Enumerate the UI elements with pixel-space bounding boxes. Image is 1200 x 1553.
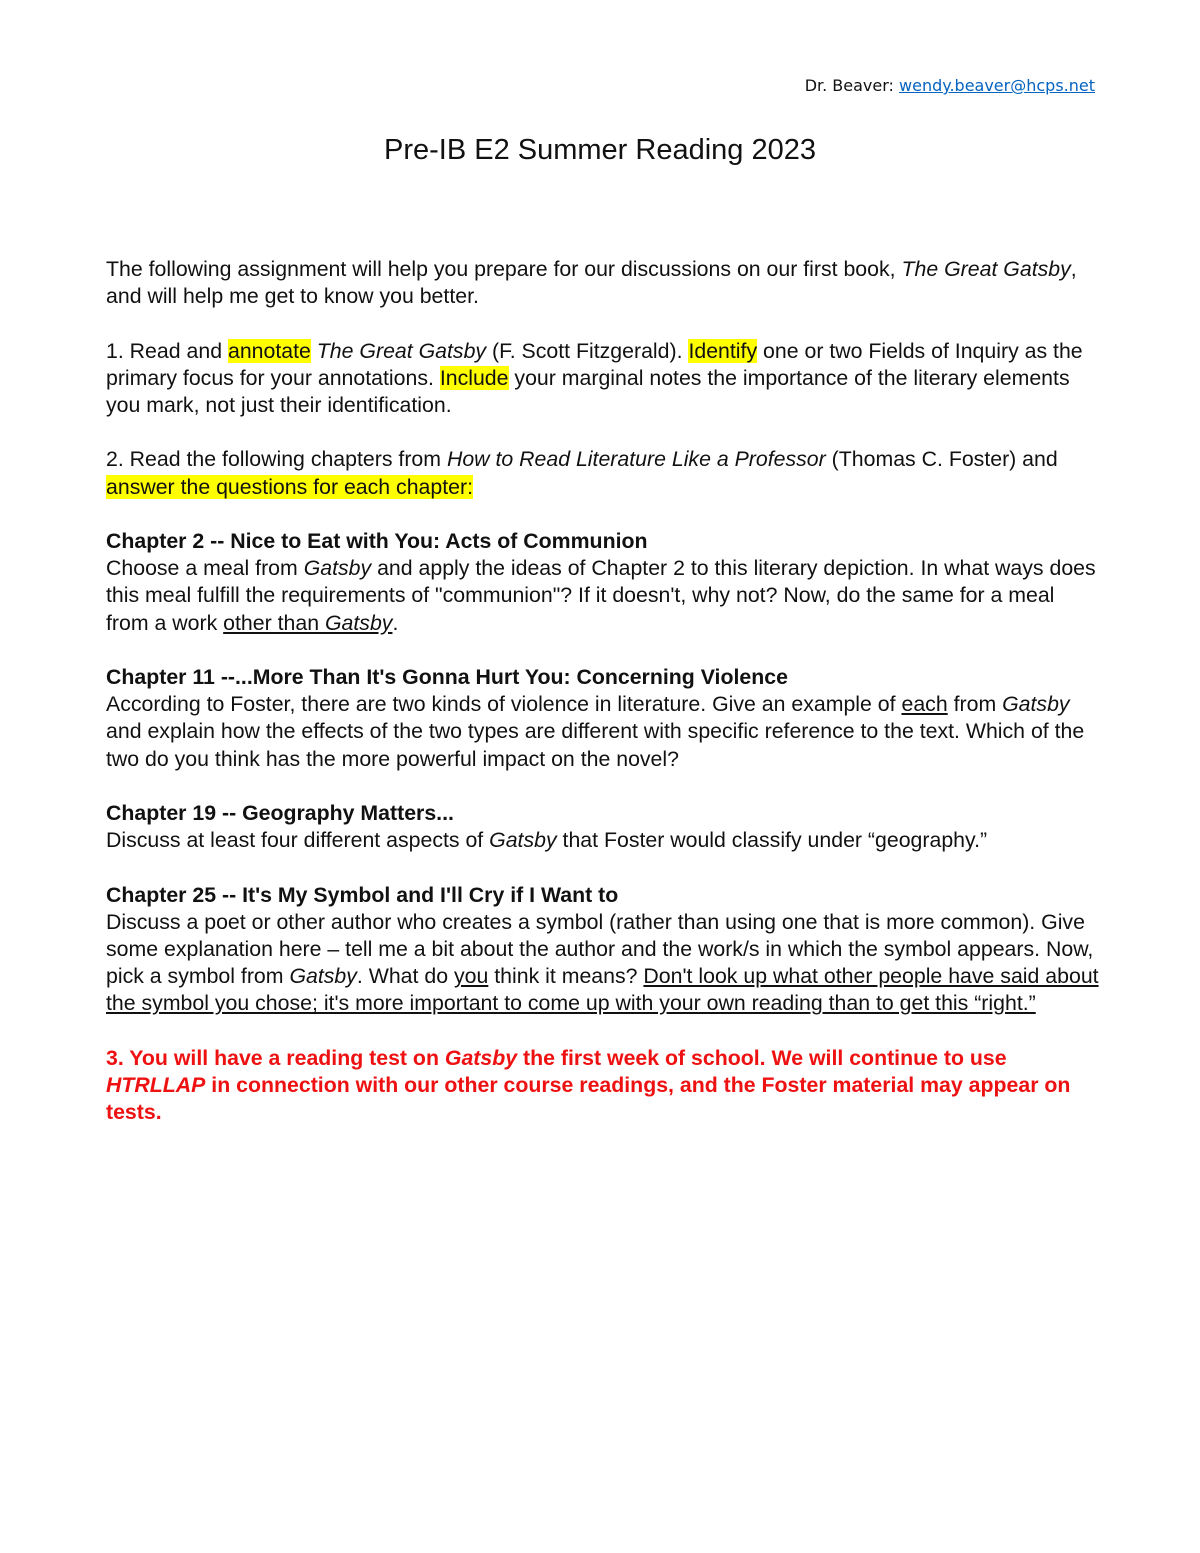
item-3-text: 3. You will have a reading test on <box>106 1045 445 1070</box>
chapter-25-what-do: . What do <box>356 964 454 989</box>
chapter-11-title: Chapter 11 --...More Than It's Gonna Hurt You: Concerning Violence <box>106 664 788 689</box>
chapter-2-gatsby-underlined: Gatsby <box>324 610 393 635</box>
chapter-19-gatsby: Gatsby <box>489 828 557 853</box>
chapter-19-title: Chapter 19 -- Geography Matters... <box>106 800 454 825</box>
chapter-2-text-cont: and apply the ideas of Chapter 2 to this literary depiction. In what ways does this meal fulfill the requirements of "communion"? If it doesn't, why not? Now, do the same for a meal from a work <box>106 556 1096 635</box>
chapter-11-gatsby: Gatsby <box>1002 692 1070 717</box>
chapter-25-you: you <box>453 964 489 989</box>
item-3-text-end: in connection with our other course readings, and the Foster material may appear on tests. <box>106 1072 1071 1125</box>
highlight-include: Include <box>439 365 509 390</box>
intro-text-end: , and will help me get to know you better. <box>106 257 1077 309</box>
item-2-book-title: How to Read Literature Like a Professor <box>446 447 826 472</box>
chapter-11-from: from <box>947 692 1003 717</box>
document-body <box>106 256 1101 1154</box>
item-2-text: 2. Read the following chapters from <box>106 447 447 472</box>
chapter-25-think: think it means? <box>488 964 644 989</box>
chapter-2-period: . <box>392 610 399 635</box>
chapter-25-section <box>106 882 1101 1018</box>
chapter-2-section <box>106 528 1101 637</box>
intro-paragraph <box>106 256 1101 310</box>
email-link[interactable]: wendy.beaver@hcps.net <box>899 76 1095 95</box>
chapter-25-title: Chapter 25 -- It's My Symbol and I'll Cry if I Want to <box>106 882 619 907</box>
item-1-notes: your marginal notes the importance of the literary elements you mark, not just their identification. <box>106 365 1070 417</box>
chapter-11-each: each <box>901 692 948 717</box>
chapter-25-underlined-note: Don't look up what other people have said about the symbol you chose; it's more important to come up with your own reading than to get this “right.” <box>106 964 1099 1016</box>
chapter-2-title: Chapter 2 -- Nice to Eat with You: Acts of Communion <box>106 528 648 553</box>
chapter-2-gatsby: Gatsby <box>303 556 372 581</box>
item-1-paragraph <box>106 338 1101 420</box>
item-2-paragraph <box>106 446 1101 500</box>
item-2-author: (Thomas C. Foster) and <box>825 447 1058 472</box>
header-label: Dr. Beaver: <box>804 76 894 95</box>
highlight-answer: answer the questions for each chapter: <box>106 474 473 499</box>
chapter-11-text: According to Foster, there are two kinds of violence in literature. Give an example of <box>106 692 902 717</box>
item-3-gatsby: Gatsby <box>444 1045 518 1070</box>
chapter-19-text-cont: that Foster would classify under “geography.” <box>556 828 988 853</box>
item-3-paragraph <box>106 1045 1101 1127</box>
item-1-book-title: The Great Gatsby <box>316 338 487 363</box>
item-1-author: (F. Scott Fitzgerald). <box>486 338 689 363</box>
chapter-19-section <box>106 800 1101 854</box>
header-contact <box>805 76 1095 95</box>
intro-text: The following assignment will help you prepare for our discussions on our first book, <box>106 257 902 281</box>
chapter-25-gatsby: Gatsby <box>289 964 357 989</box>
item-1-text: 1. Read and <box>106 338 228 363</box>
chapter-2-text: Choose a meal from <box>106 556 304 581</box>
item-3-htrllap: HTRLLAP <box>106 1072 206 1097</box>
chapter-19-text: Discuss at least four different aspects of <box>106 828 490 853</box>
chapter-25-text: Discuss a poet or other author who creates a symbol (rather than using one that is more common). Give some explanation here – tell me a bit about the author and the work/s in which the symbol appears. Now, pick a symbol from <box>106 909 1094 989</box>
chapter-11-section <box>106 664 1101 773</box>
highlight-annotate: annotate <box>227 338 311 363</box>
highlight-identify: Identify <box>688 338 758 363</box>
item-1-fields: one or two Fields of Inquiry as the primary focus for your annotations. <box>106 338 1083 390</box>
item-3-text-cont: the first week of school. We will continue to use <box>517 1045 1007 1070</box>
chapter-2-other-than <box>223 611 392 635</box>
page-title: Pre-IB E2 Summer Reading 2023 <box>384 134 816 166</box>
chapter-11-text-cont: and explain how the effects of the two types are different with specific reference to the text. Which of the two do you think has the more powerful impact on the novel? <box>106 719 1085 771</box>
chapter-2-other: other than <box>223 610 325 635</box>
intro-book-title: The Great Gatsby <box>901 257 1071 281</box>
